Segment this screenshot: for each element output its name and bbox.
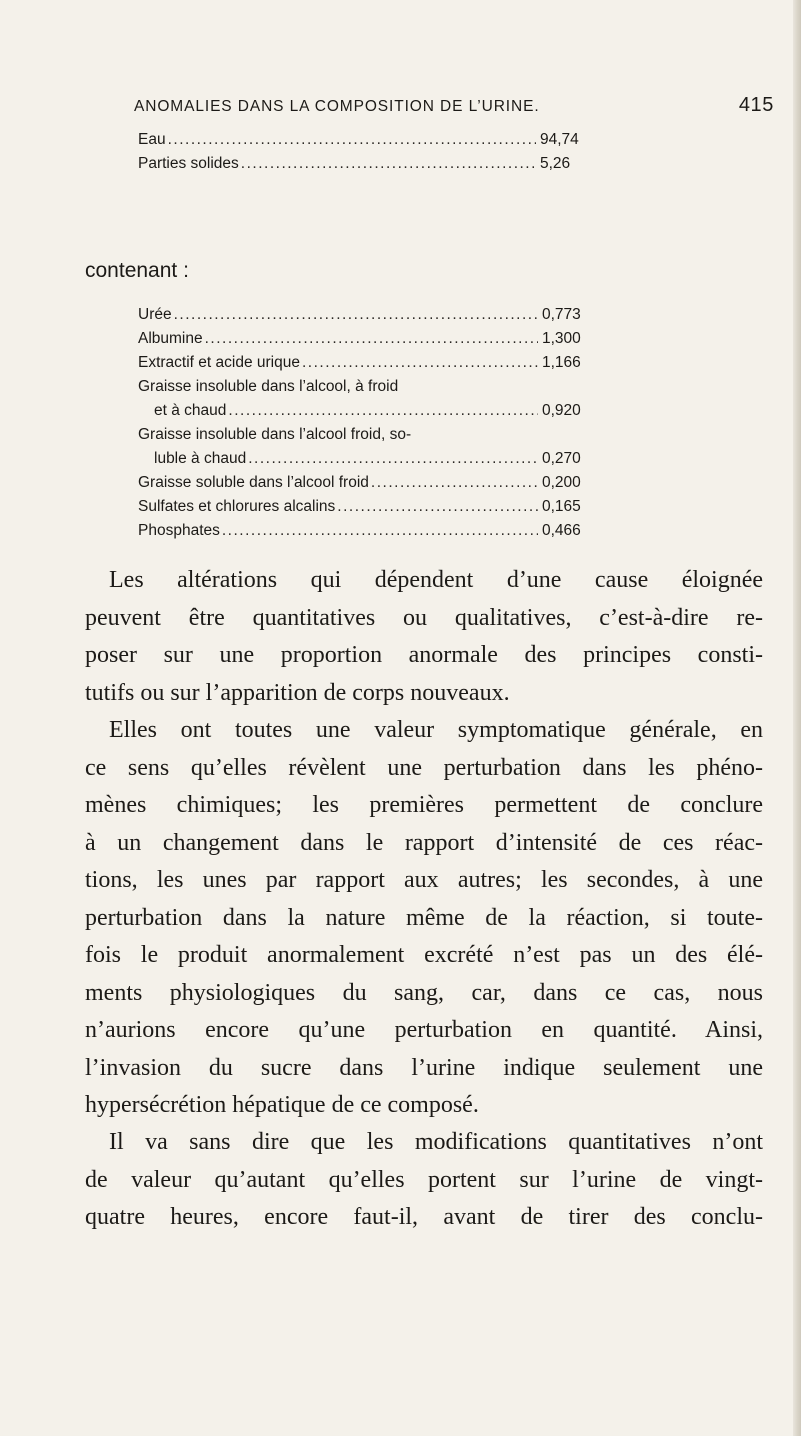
table-row-graisse-insoluble-line2 bbox=[154, 402, 590, 420]
table-row-graisse-soluble bbox=[138, 474, 590, 492]
text-line: perturbation dans la nature même de la réaction, si toute- bbox=[85, 904, 763, 931]
row-label: luble à chaud bbox=[154, 450, 247, 467]
row-value: 0,270 bbox=[542, 450, 581, 467]
row-value: 5,26 bbox=[540, 155, 571, 172]
row-value: 1,166 bbox=[542, 354, 581, 371]
text-line: tions, les unes par rapport aux autres; les secondes, à une bbox=[85, 867, 763, 893]
leader-dots bbox=[174, 306, 538, 324]
leader-dots bbox=[248, 450, 538, 468]
table-row-albumine bbox=[138, 330, 590, 348]
page-number: 415 bbox=[738, 94, 774, 116]
text-line: n’aurions encore qu’une perturbation en quantité. Ainsi, bbox=[85, 1017, 763, 1043]
text-line: fois le produit anormalement excrété n’est pas un des élé- bbox=[85, 942, 763, 968]
page-edge bbox=[793, 0, 801, 1436]
text-line: mènes chimiques; les premières permettent de conclure bbox=[85, 792, 763, 818]
text-line: ments physiologiques du sang, car, dans ce cas, nous bbox=[85, 979, 763, 1006]
contenant-label: contenant : bbox=[85, 259, 189, 282]
row-value: 1,300 bbox=[542, 330, 581, 347]
paragraph-valeur-symptomatique bbox=[85, 712, 763, 1125]
leader-dots bbox=[337, 498, 538, 516]
text-line: poser sur une proportion anormale des principes consti- bbox=[85, 642, 763, 668]
table-row-extractif bbox=[138, 354, 590, 372]
table-row-graisse-insoluble-line1: Graisse insoluble dans l’alcool, à froid bbox=[138, 378, 399, 395]
row-value: 0,920 bbox=[542, 402, 581, 419]
table-row-uree bbox=[138, 306, 590, 324]
row-value: 0,466 bbox=[542, 522, 581, 539]
text-line: Il va sans dire que les modifications quantitatives n’ont bbox=[109, 1129, 763, 1155]
text-line: l’invasion du sucre dans l’urine indique seulement une bbox=[85, 1054, 763, 1081]
row-label: Graisse soluble dans l’alcool froid bbox=[138, 474, 369, 491]
row-value: 0,165 bbox=[542, 498, 581, 515]
text-line: Elles ont toutes une valeur symptomatique générale, en bbox=[109, 717, 763, 743]
row-label: Extractif et acide urique bbox=[138, 354, 300, 371]
text-line: Les altérations qui dépendent d’une cause éloignée bbox=[109, 567, 763, 593]
leader-dots bbox=[371, 474, 538, 492]
row-label: Phosphates bbox=[138, 522, 220, 539]
leader-dots bbox=[302, 354, 538, 372]
table-row-graisse-soluble-chaud-line2 bbox=[154, 450, 590, 468]
row-label: Eau bbox=[138, 131, 166, 148]
table-row-parties-solides bbox=[138, 155, 588, 173]
leader-dots bbox=[222, 522, 538, 540]
text-line: quatre heures, encore faut-il, avant de tirer des conclu- bbox=[85, 1204, 763, 1230]
table-row-graisse-soluble-chaud-line1: Graisse insoluble dans l’alcool froid, so- bbox=[138, 426, 412, 443]
row-label: Sulfates et chlorures alcalins bbox=[138, 498, 336, 515]
row-value: 94,74 bbox=[540, 131, 579, 148]
row-label: Parties solides bbox=[138, 155, 239, 172]
table-row-sulfates bbox=[138, 498, 590, 516]
running-header bbox=[134, 94, 774, 117]
row-label: Albumine bbox=[138, 330, 203, 347]
text-line: peuvent être quantitatives ou qualitatives, c’est-à-dire re- bbox=[85, 604, 763, 631]
text-line: ce sens qu’elles révèlent une perturbation dans les phéno- bbox=[85, 754, 763, 781]
leader-dots bbox=[205, 330, 538, 348]
leader-dots bbox=[241, 155, 536, 173]
row-label: Urée bbox=[138, 306, 172, 323]
row-label: et à chaud bbox=[154, 402, 227, 419]
leader-dots bbox=[168, 131, 536, 149]
paragraph-alterations bbox=[85, 562, 763, 712]
paragraph-modifications-quantitatives bbox=[85, 1124, 763, 1237]
text-line: tutifs ou sur l’apparition de corps nouveaux. bbox=[85, 679, 510, 706]
table-row-eau bbox=[138, 131, 588, 149]
header-title: ANOMALIES DANS LA COMPOSITION DE L’URINE. bbox=[134, 98, 540, 115]
row-value: 0,200 bbox=[542, 474, 581, 491]
text-line: de valeur qu’autant qu’elles portent sur l’urine de vingt- bbox=[85, 1166, 763, 1193]
leader-dots bbox=[228, 402, 538, 420]
row-value: 0,773 bbox=[542, 306, 581, 323]
text-line: à un changement dans le rapport d’intensité de ces réac- bbox=[85, 829, 763, 856]
table-row-phosphates bbox=[138, 522, 590, 540]
text-line: hypersécrétion hépatique de ce composé. bbox=[85, 1092, 479, 1118]
